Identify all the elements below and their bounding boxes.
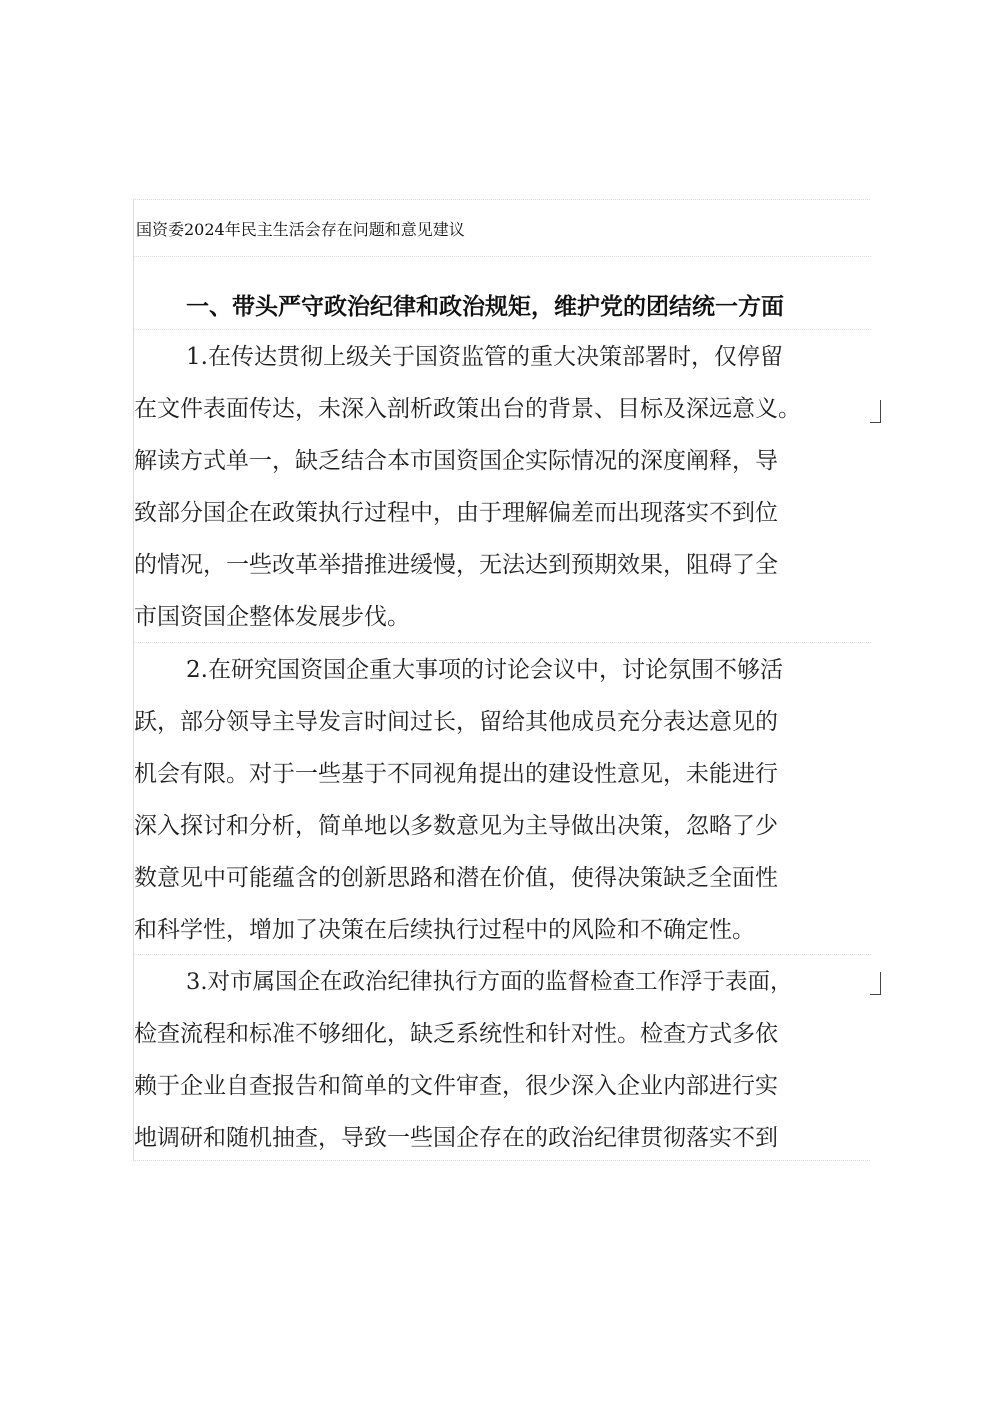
- paragraph-line: 市国资国企整体发展步伐。: [134, 604, 410, 630]
- divider: [134, 329, 871, 330]
- paragraph-line: 数意见中可能蕴含的创新思路和潜在价值，使得决策缺乏全面性: [134, 865, 778, 891]
- paragraph-end-mark: [870, 972, 881, 995]
- paragraph-line: 地调研和随机抽查，导致一些国企存在的政治纪律贯彻落实不到: [134, 1125, 778, 1151]
- paragraph-line: 2.在研究国资国企重大事项的讨论会议中，讨论氛围不够活: [186, 657, 783, 683]
- paragraph-3: [134, 956, 856, 1164]
- paragraph-line: 解读方式单一，缺乏结合本市国资国企实际情况的深度阐释，导: [134, 448, 778, 474]
- paragraph-end-mark: [870, 400, 881, 423]
- paragraph-1: [134, 331, 856, 643]
- divider: [134, 256, 871, 257]
- paragraph-line: 1.在传达贯彻上级关于国资监管的重大决策部署时，仅停留: [186, 344, 783, 370]
- paragraph-line: 深入探讨和分析，简单地以多数意见为主导做出决策，忽略了少: [134, 813, 778, 839]
- paragraph-line: 的情况，一些改革举措推进缓慢，无法达到预期效果，阻碍了全: [134, 552, 778, 578]
- section-heading: 一、带头严守政治纪律和政治规矩，维护党的团结统一方面: [186, 294, 784, 320]
- paragraph-2: [134, 644, 856, 956]
- divider: [134, 642, 871, 643]
- document-title: 国资委2024年民主生活会存在问题和意见建议: [136, 220, 465, 239]
- paragraph-line: 检查流程和标准不够细化，缺乏系统性和针对性。检查方式多依: [134, 1021, 778, 1047]
- divider: [134, 954, 871, 955]
- paragraph-line: 和科学性，增加了决策在后续执行过程中的风险和不确定性。: [134, 917, 755, 943]
- paragraph-line: 在文件表面传达，未深入剖析政策出台的背景、目标及深远意义。: [134, 396, 801, 422]
- document-page: [133, 199, 870, 1161]
- paragraph-line: 致部分国企在政策执行过程中，由于理解偏差而出现落实不到位: [134, 500, 778, 526]
- paragraph-line: 机会有限。对于一些基于不同视角提出的建设性意见，未能进行: [134, 761, 778, 787]
- paragraph-line: 跃，部分领导主导发言时间过长，留给其他成员充分表达意见的: [134, 709, 778, 735]
- paragraph-line: 3.对市属国企在政治纪律执行方面的监督检查工作浮于表面，: [186, 969, 793, 995]
- paragraph-line: 赖于企业自查报告和简单的文件审查，很少深入企业内部进行实: [134, 1073, 778, 1099]
